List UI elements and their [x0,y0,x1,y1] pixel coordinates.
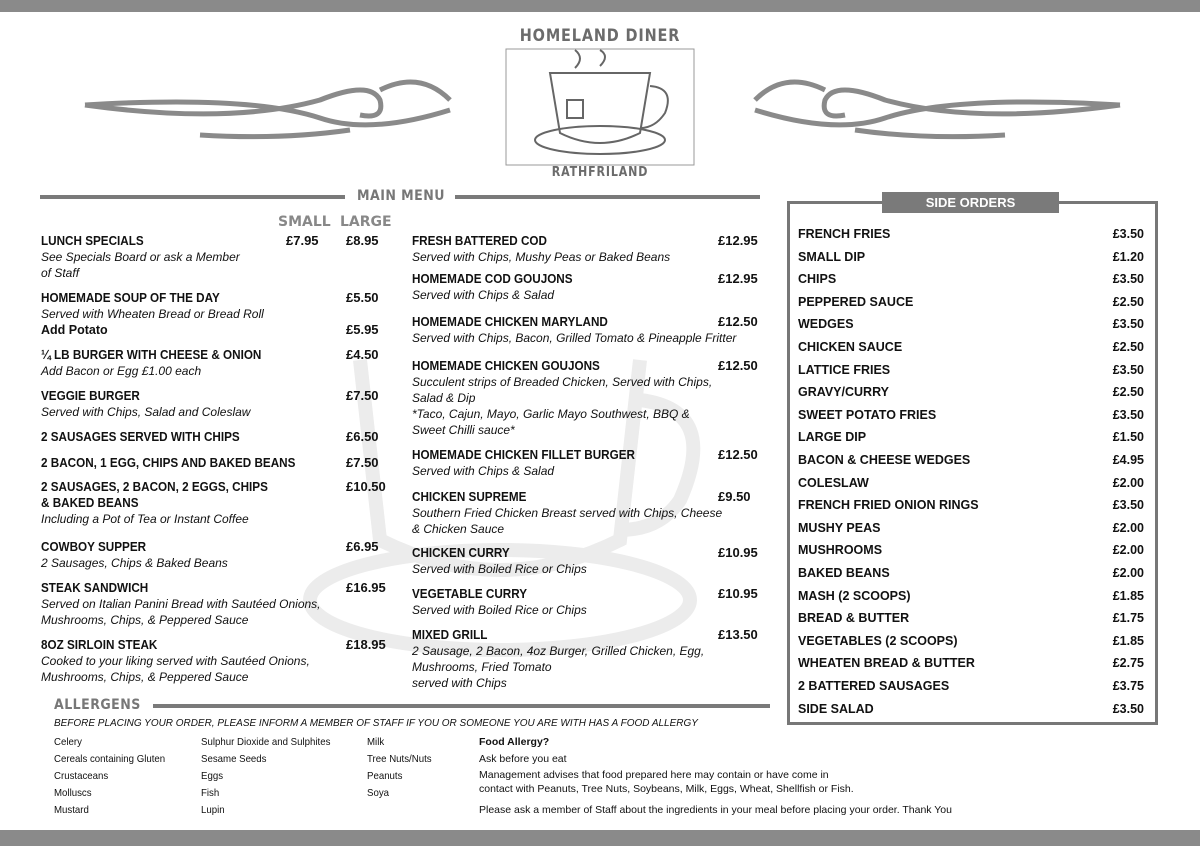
side-item-name: SMALL DIP [798,249,866,264]
side-item-name: 2 BATTERED SAUSAGES [798,679,950,693]
item-description: Mushrooms, Chips, & Peppered Sauce [41,670,249,684]
item-description: served with Chips [412,676,507,690]
allergen-info: Please ask a member of Staff about the ingredients in your meal before placing your order. Thank You [479,804,952,816]
item-price: £7.50 [346,455,379,470]
item-price: £4.50 [346,347,379,362]
side-item-name: SIDE SALAD [798,701,874,716]
item-description: Cooked to your liking served with Sautéed Onions, [41,654,310,668]
menu-item [41,479,386,527]
logo-cup-icon [505,48,695,166]
side-item-price: £3.50 [1112,701,1144,716]
side-item-price: £3.50 [1112,272,1144,287]
item-description: Served with Chips, Mushy Peas or Baked Beans [412,250,671,264]
item-description: Salad & Dip [412,391,476,405]
item-price: £9.50 [718,489,751,504]
small-column-header: SMALL [278,214,331,230]
menu-item [412,586,758,618]
menu-item [412,447,758,479]
allergen-item: Lupin [201,804,225,816]
side-item-price: £3.50 [1112,362,1144,377]
item-title-cont: & BAKED BEANS [41,495,139,510]
side-item-name: LATTICE FRIES [798,362,891,377]
large-column-header: LARGE [340,214,392,230]
divider [153,704,770,708]
side-item-name: MASH (2 SCOOPS) [798,588,911,603]
item-extra-price: £5.95 [346,322,379,337]
item-description: See Specials Board or ask a Member [41,250,240,264]
item-price: £12.50 [718,447,758,462]
side-order-item [798,701,1144,717]
item-description: Served with Chips, Bacon, Grilled Tomato & Pineapple Fritter [412,331,737,345]
side-order-item [798,384,1144,400]
item-extra-label: Add Potato [41,323,108,337]
side-order-item [798,588,1144,604]
side-item-name: WHEATEN BREAD & BUTTER [798,656,975,671]
side-order-item [798,633,1144,649]
side-item-price: £1.75 [1112,611,1144,626]
side-item-name: VEGETABLES (2 SCOOPS) [798,633,958,648]
allergen-item: Celery [54,736,82,748]
allergen-notice: BEFORE PLACING YOUR ORDER, PLEASE INFORM A MEMBER OF STAFF IF YOU OR SOMEONE YOU ARE WITH HAS A FOOD ALLERGY [54,717,698,729]
item-price: £7.50 [346,388,379,403]
item-price: £12.95 [718,271,758,286]
side-item-name: BAKED BEANS [798,566,890,580]
item-price: £12.50 [718,358,758,373]
side-item-price: £1.20 [1112,249,1144,264]
item-price: £6.95 [346,539,379,554]
logo-title: HOMELAND DINER [519,26,681,46]
menu-item [412,314,758,346]
item-title: COWBOY SUPPER [41,539,147,554]
side-order-item [798,271,1144,287]
allergen-item: Sulphur Dioxide and Sulphites [201,736,331,748]
side-order-item [798,497,1144,513]
item-title: 2 SAUSAGES, 2 BACON, 2 EGGS, CHIPS [41,479,268,494]
item-title: HOMEMADE SOUP OF THE DAY [41,290,220,305]
allergen-item: Mustard [54,804,89,816]
allergen-info: Management advises that food prepared here may contain or have come in [479,769,829,781]
item-price: £16.95 [346,580,386,595]
item-price: £8.95 [346,233,379,248]
menu-item [41,388,379,420]
item-price-small: £7.95 [286,233,319,248]
menu-item [412,233,758,265]
allergen-item: Soya [367,787,390,799]
side-item-price: £2.00 [1112,543,1144,558]
item-description: Sweet Chilli sauce* [412,423,515,437]
item-description: Served with Boiled Rice or Chips [412,603,587,617]
allergen-item: Fish [201,787,220,799]
side-item-price: £2.00 [1112,566,1144,580]
side-order-item [798,294,1144,310]
menu-item [412,358,758,438]
side-item-price: £2.50 [1112,294,1144,309]
side-order-item [798,452,1144,468]
side-order-item [798,362,1144,378]
item-description: Served with Boiled Rice or Chips [412,562,587,576]
item-title: VEGETABLE CURRY [412,586,528,601]
side-order-item [798,475,1144,491]
main-menu-heading: MAIN MENU [357,188,445,204]
side-item-name: FRENCH FRIED ONION RINGS [798,498,979,513]
side-item-name: MUSHROOMS [798,543,883,558]
divider [40,195,345,199]
item-price: £5.50 [346,290,379,305]
divider [455,195,760,199]
side-item-name: FRENCH FRIES [798,227,891,241]
side-item-name: GRAVY/CURRY [798,385,889,400]
side-item-name: PEPPERED SAUCE [798,294,914,309]
allergen-info: contact with Peanuts, Tree Nuts, Soybeans, Milk, Eggs, Wheat, Shellfish or Fish. [479,783,854,795]
allergen-item: Tree Nuts/Nuts [367,753,432,765]
top-border [0,0,1200,12]
item-description: Add Bacon or Egg £1.00 each [41,364,202,378]
item-description: 2 Sausages, Chips & Baked Beans [41,556,228,570]
side-order-item [798,226,1144,242]
side-item-name: CHIPS [798,272,837,287]
side-order-item [798,249,1144,265]
menu-item [41,429,379,445]
item-title: 8OZ SIRLOIN STEAK [41,637,158,652]
side-item-name: MUSHY PEAS [798,520,881,535]
side-item-name: COLESLAW [798,475,869,490]
item-description: Mushrooms, Fried Tomato [412,660,552,674]
allergen-item: Sesame Seeds [201,753,267,765]
side-orders-heading: SIDE ORDERS [882,192,1059,213]
side-order-item [798,678,1144,694]
right-flourish-icon [745,70,1125,150]
side-item-price: £1.85 [1112,588,1144,603]
item-description: Served with Chips & Salad [412,464,555,478]
item-title: 2 BACON, 1 EGG, CHIPS AND BAKED BEANS [41,455,296,470]
menu-item [412,627,758,691]
side-order-item [798,339,1144,355]
item-description: *Taco, Cajun, Mayo, Garlic Mayo Southwest, BBQ & [412,407,690,421]
item-price: £18.95 [346,637,386,652]
item-title: HOMEMADE CHICKEN GOUJONS [412,358,600,373]
item-title: 2 SAUSAGES SERVED WITH CHIPS [41,429,240,444]
item-extra [41,322,379,338]
allergen-item: Peanuts [367,770,403,782]
item-description: & Chicken Sauce [412,522,505,536]
allergen-item: Cereals containing Gluten [54,753,166,765]
menu-item [412,271,758,303]
side-item-name: SWEET POTATO FRIES [798,407,937,422]
item-title: HOMEMADE CHICKEN MARYLAND [412,314,608,329]
side-item-price: £1.50 [1112,430,1144,445]
side-order-item [798,565,1144,581]
side-item-price: £1.85 [1112,633,1144,648]
side-item-price: £2.50 [1112,385,1144,400]
item-title: HOMEMADE CHICKEN FILLET BURGER [412,447,635,462]
side-order-item [798,610,1144,626]
side-item-name: WEDGES [798,317,854,332]
side-item-name: LARGE DIP [798,430,867,445]
item-title: CHICKEN CURRY [412,545,510,560]
item-title: LUNCH SPECIALS [41,233,144,248]
item-description: Succulent strips of Breaded Chicken, Served with Chips, [412,375,713,389]
item-description: 2 Sausage, 2 Bacon, 4oz Burger, Grilled Chicken, Egg, [412,644,705,658]
side-item-price: £3.50 [1112,407,1144,422]
side-item-name: BACON & CHEESE WEDGES [798,453,971,467]
item-description: of Staff [41,266,80,280]
side-order-item [798,542,1144,558]
side-item-name: CHICKEN SAUCE [798,340,903,354]
allergen-item: Molluscs [54,787,92,799]
menu-item [41,455,379,471]
menu-item [41,233,379,281]
menu-item [412,545,758,577]
logo-location: RATHFRILAND [551,165,649,180]
menu-item [41,347,379,379]
side-item-price: £3.50 [1112,227,1144,241]
item-price: £12.95 [718,233,758,248]
side-item-price: £3.50 [1112,498,1144,513]
side-item-price: £2.50 [1112,340,1144,354]
side-order-item [798,520,1144,536]
side-item-price: £3.75 [1112,679,1144,693]
side-item-price: £2.00 [1112,520,1144,535]
menu-item [41,580,386,628]
item-description: Served with Wheaten Bread or Bread Roll [41,307,264,321]
item-title: ¼ LB BURGER WITH CHEESE & ONION [41,347,262,362]
item-title: MIXED GRILL [412,627,488,642]
side-item-price: £2.00 [1112,475,1144,490]
menu-item [412,489,751,537]
item-description: Served with Chips, Salad and Coleslaw [41,405,251,419]
item-title: VEGGIE BURGER [41,388,140,403]
bottom-border [0,830,1200,846]
allergen-info: Ask before you eat [479,753,567,765]
item-price: £6.50 [346,429,379,444]
item-description: Southern Fried Chicken Breast served with Chips, Cheese [412,506,723,520]
item-title: HOMEMADE COD GOUJONS [412,271,573,286]
side-order-item [798,655,1144,671]
item-title: FRESH BATTERED COD [412,233,547,248]
side-item-name: BREAD & BUTTER [798,611,910,626]
side-order-item [798,407,1144,423]
left-flourish-icon [80,70,460,150]
allergen-item: Eggs [201,770,224,782]
side-item-price: £4.95 [1112,453,1144,467]
allergen-info: Food Allergy? [479,736,550,748]
allergens-heading: ALLERGENS [54,697,141,713]
item-price: £10.95 [718,586,758,601]
side-order-item [798,429,1144,445]
item-title: CHICKEN SUPREME [412,489,527,504]
item-title: STEAK SANDWICH [41,580,149,595]
item-price: £12.50 [718,314,758,329]
menu-item [41,290,379,338]
menu-item [41,539,379,571]
item-price: £10.95 [718,545,758,560]
side-item-price: £3.50 [1112,317,1144,332]
allergen-item: Milk [367,736,385,748]
side-item-price: £2.75 [1112,656,1144,671]
side-order-item [798,316,1144,332]
item-description: Served on Italian Panini Bread with Sautéed Onions, [41,597,321,611]
item-description: Served with Chips & Salad [412,288,555,302]
item-description: Mushrooms, Chips, & Peppered Sauce [41,613,249,627]
item-price: £10.50 [346,479,386,494]
menu-item [41,637,386,685]
item-description: Including a Pot of Tea or Instant Coffee [41,512,249,526]
allergen-item: Crustaceans [54,770,109,782]
item-price: £13.50 [718,627,758,642]
